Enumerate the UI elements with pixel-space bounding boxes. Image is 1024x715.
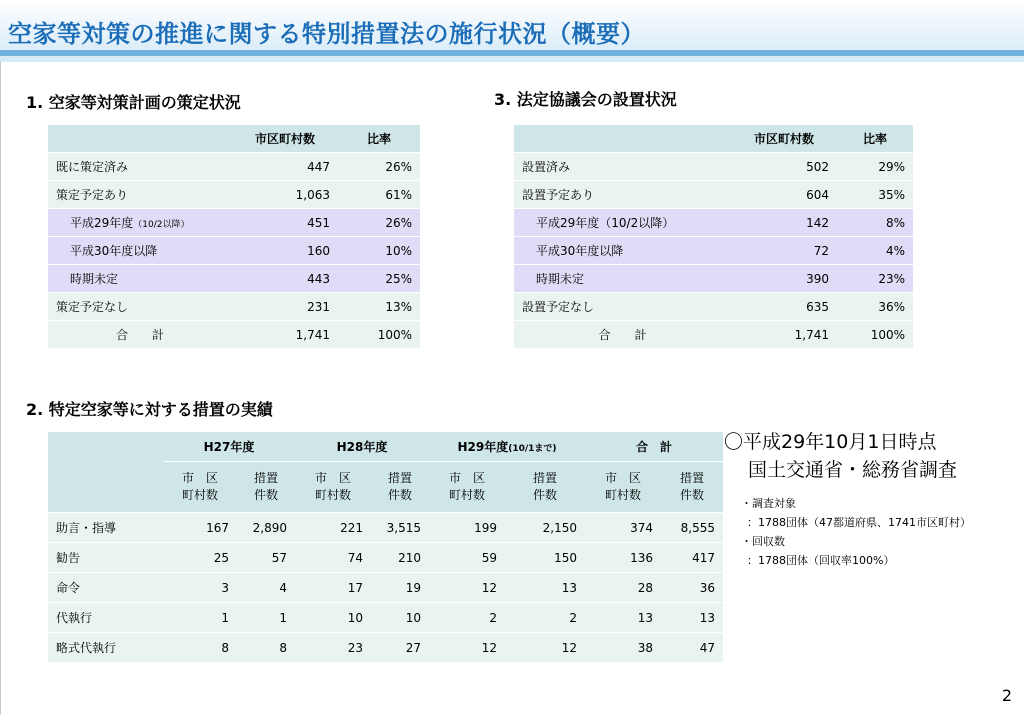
row-label-note: （10/2以降）	[133, 220, 190, 230]
row-ratio: 36%	[837, 293, 913, 321]
row-count: 72	[731, 237, 837, 265]
row-ratio: 23%	[837, 265, 913, 293]
row-label: 時期未定	[48, 265, 232, 293]
subheader-cases	[505, 462, 585, 513]
page-number: 2	[1001, 686, 1012, 705]
table-row	[514, 153, 913, 181]
cell: 13	[505, 573, 585, 603]
year-note: (10/1まで)	[508, 444, 557, 454]
row-count: 231	[232, 293, 338, 321]
cell: 23	[295, 633, 371, 663]
table-row	[48, 543, 723, 573]
row-label: 平成30年度以降	[514, 237, 731, 265]
subheader-cases	[237, 462, 295, 513]
row-count: 604	[731, 181, 837, 209]
row-label: 平成29年度（10/2以降）	[514, 209, 731, 237]
table-row	[48, 265, 420, 293]
table-row	[48, 181, 420, 209]
row-ratio: 26%	[338, 153, 420, 181]
table-row	[514, 209, 913, 237]
cell: 2,890	[237, 513, 295, 543]
subheader-line: 町村数	[604, 488, 641, 502]
cell: 2	[505, 603, 585, 633]
cell: 12	[505, 633, 585, 663]
cell: 17	[295, 573, 371, 603]
cell: 13	[585, 603, 661, 633]
cell: 1	[163, 603, 237, 633]
row-ratio: 35%	[837, 181, 913, 209]
year-header: H28年度	[295, 432, 429, 462]
total-row	[514, 321, 913, 349]
measures-table	[48, 432, 723, 663]
left-border	[0, 62, 1, 715]
survey-date-note	[724, 428, 957, 484]
cell: 28	[585, 573, 661, 603]
year-header: 合 計	[585, 432, 723, 462]
header-ratio: 比率	[338, 125, 420, 153]
cell: 3,515	[371, 513, 429, 543]
total-count: 1,741	[232, 321, 338, 349]
subheader-line: 町村数	[181, 488, 218, 502]
table-row	[514, 181, 913, 209]
header-empty	[48, 432, 163, 513]
subheader-line: 町村数	[314, 488, 351, 502]
row-count: 160	[232, 237, 338, 265]
row-ratio: 8%	[837, 209, 913, 237]
cell: 13	[661, 603, 723, 633]
cell: 2	[429, 603, 505, 633]
row-label: 命令	[48, 573, 163, 603]
table-row	[48, 293, 420, 321]
row-label	[48, 209, 232, 237]
row-ratio: 10%	[338, 237, 420, 265]
cell: 10	[371, 603, 429, 633]
table-row	[48, 153, 420, 181]
total-count: 1,741	[731, 321, 837, 349]
header-ratio: 比率	[837, 125, 913, 153]
cell: 210	[371, 543, 429, 573]
survey-details	[741, 494, 971, 570]
page-title: 空家等対策の推進に関する特別措置法の施行状況（概要）	[8, 20, 645, 48]
subheader-line: 市 区	[181, 471, 218, 485]
cell: 12	[429, 633, 505, 663]
row-label: 助言・指導	[48, 513, 163, 543]
total-ratio: 100%	[837, 321, 913, 349]
cell: 74	[295, 543, 371, 573]
header-count: 市区町村数	[731, 125, 837, 153]
year-header	[429, 432, 585, 462]
subheader-line: 市 区	[448, 471, 485, 485]
plan-status-table	[48, 125, 420, 349]
row-ratio: 13%	[338, 293, 420, 321]
row-ratio: 25%	[338, 265, 420, 293]
table-row	[48, 237, 420, 265]
table-row	[514, 293, 913, 321]
cell: 167	[163, 513, 237, 543]
subheader-line: 市 区	[604, 471, 641, 485]
row-count: 451	[232, 209, 338, 237]
survey-response-value: ：1788団体（回収率100%）	[747, 554, 895, 567]
total-ratio: 100%	[338, 321, 420, 349]
survey-target-value: ：1788団体（47都道府県、1741市区町村）	[747, 516, 971, 529]
header-count: 市区町村数	[232, 125, 338, 153]
section1-heading: 1. 空家等対策計画の策定状況	[26, 93, 241, 112]
subheader-count	[295, 462, 371, 513]
cell: 136	[585, 543, 661, 573]
subheader-count	[429, 462, 505, 513]
subheader-line: 市 区	[314, 471, 351, 485]
cell: 4	[237, 573, 295, 603]
table-row	[48, 573, 723, 603]
subheader-line: 措置	[532, 471, 557, 485]
cell: 417	[661, 543, 723, 573]
row-count: 447	[232, 153, 338, 181]
subheader-line: 措置	[679, 471, 704, 485]
row-label-main: 平成29年度	[70, 216, 134, 230]
cell: 25	[163, 543, 237, 573]
header-empty	[48, 125, 232, 153]
subheader-count	[163, 462, 237, 513]
row-label: 既に策定済み	[48, 153, 232, 181]
cell: 8,555	[661, 513, 723, 543]
header-empty	[514, 125, 731, 153]
cell: 2,150	[505, 513, 585, 543]
row-ratio: 29%	[837, 153, 913, 181]
table-row	[514, 237, 913, 265]
cell: 38	[585, 633, 661, 663]
title-underline	[0, 50, 1024, 56]
total-label: 合 計	[514, 321, 731, 349]
cell: 150	[505, 543, 585, 573]
section3-heading: 3. 法定協議会の設置状況	[494, 90, 677, 109]
row-label: 策定予定あり	[48, 181, 232, 209]
cell: 374	[585, 513, 661, 543]
table-row	[48, 633, 723, 663]
table-row	[48, 209, 420, 237]
row-label: 略式代執行	[48, 633, 163, 663]
total-label: 合 計	[48, 321, 232, 349]
subheader-line: 措置	[387, 471, 412, 485]
table-row	[48, 603, 723, 633]
table-row	[514, 265, 913, 293]
row-ratio: 26%	[338, 209, 420, 237]
row-ratio: 4%	[837, 237, 913, 265]
cell: 47	[661, 633, 723, 663]
row-label: 勧告	[48, 543, 163, 573]
subheader-cases	[661, 462, 723, 513]
cell: 10	[295, 603, 371, 633]
subheader-line: 町村数	[448, 488, 485, 502]
row-label: 代執行	[48, 603, 163, 633]
row-label: 平成30年度以降	[48, 237, 232, 265]
row-count: 142	[731, 209, 837, 237]
cell: 3	[163, 573, 237, 603]
cell: 27	[371, 633, 429, 663]
cell: 8	[163, 633, 237, 663]
row-label: 設置済み	[514, 153, 731, 181]
year-header: H27年度	[163, 432, 295, 462]
row-count: 390	[731, 265, 837, 293]
cell: 221	[295, 513, 371, 543]
row-label: 策定予定なし	[48, 293, 232, 321]
subheader-line: 件数	[387, 488, 412, 502]
cell: 57	[237, 543, 295, 573]
total-row	[48, 321, 420, 349]
survey-source: 国土交通省・総務省調査	[748, 459, 958, 481]
subheader-line: 件数	[679, 488, 704, 502]
row-count: 635	[731, 293, 837, 321]
cell: 59	[429, 543, 505, 573]
survey-target-label: ・調査対象	[741, 497, 796, 510]
row-ratio: 61%	[338, 181, 420, 209]
row-label: 時期未定	[514, 265, 731, 293]
table-row	[48, 513, 723, 543]
cell: 8	[237, 633, 295, 663]
survey-response-label: ・回収数	[741, 535, 785, 548]
survey-date: 〇平成29年10月1日時点	[724, 431, 937, 453]
cell: 1	[237, 603, 295, 633]
section2-heading: 2. 特定空家等に対する措置の実績	[26, 400, 273, 419]
subheader-line: 件数	[253, 488, 278, 502]
row-count: 502	[731, 153, 837, 181]
cell: 19	[371, 573, 429, 603]
row-label: 設置予定なし	[514, 293, 731, 321]
cell: 12	[429, 573, 505, 603]
row-count: 443	[232, 265, 338, 293]
council-status-table	[514, 125, 913, 349]
cell: 199	[429, 513, 505, 543]
subheader-cases	[371, 462, 429, 513]
subheader-line: 件数	[532, 488, 557, 502]
cell: 36	[661, 573, 723, 603]
subheader-line: 措置	[253, 471, 278, 485]
subheader-count	[585, 462, 661, 513]
row-count: 1,063	[232, 181, 338, 209]
row-label: 設置予定あり	[514, 181, 731, 209]
year-label: H29年度	[457, 440, 509, 454]
